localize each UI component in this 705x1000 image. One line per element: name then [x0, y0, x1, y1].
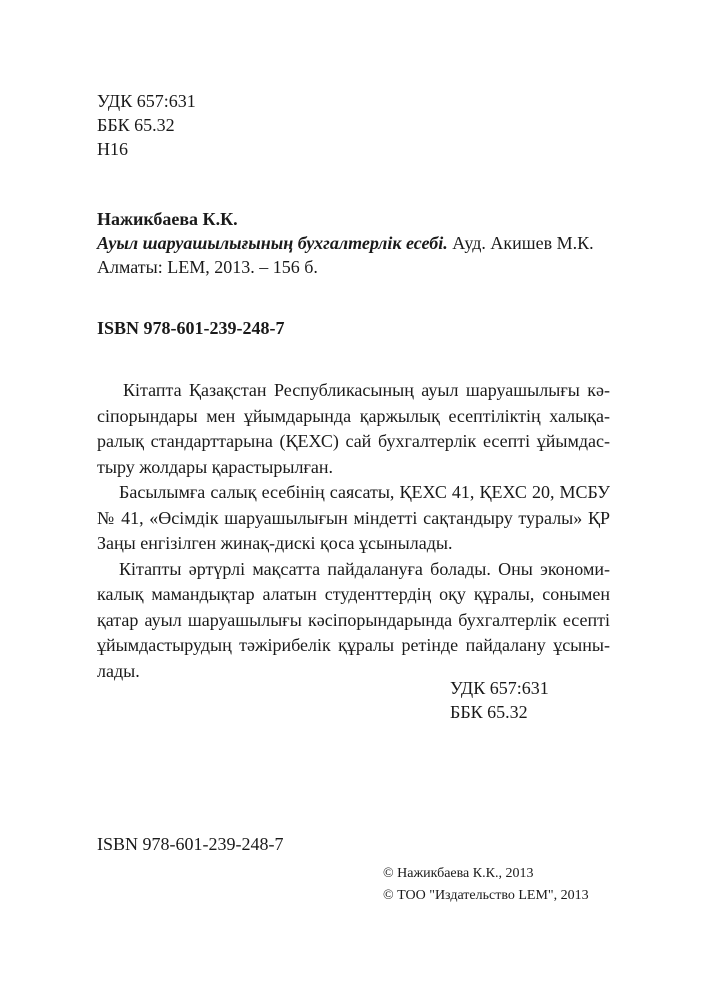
- book-title: Ауыл шаруашылығының бухгалтерлік есебі.: [97, 233, 448, 253]
- copyright-publisher: © ТОО "Издательство LEM", 2013: [383, 888, 589, 903]
- publication-info: Алматы: LEM, 2013. – 156 б.: [97, 257, 318, 277]
- isbn-regular: ISBN 978-601-239-248-7: [97, 834, 284, 854]
- annotation-paragraph-1: Кітапта Қазақстан Республикасының ауыл шаруашылығы кәсіпорындары мен ұйымдарында қаржылық есептіліктің халықаралық стандарттарына (ҚЕХС) сай бухгалтерлік есепті ұйымдастыру жолдары қарастырылған.: [97, 380, 610, 477]
- copyright-author: © Нажикбаева К.К., 2013: [383, 866, 534, 881]
- author-name: Нажикбаева К.К.: [97, 209, 238, 229]
- annotation: [97, 378, 610, 684]
- bbk-code-right: ББК 65.32: [450, 702, 528, 722]
- bibliographic-record: [97, 207, 594, 279]
- classification-codes: [97, 89, 196, 161]
- cutter-code: Н16: [97, 139, 128, 159]
- title-line: [97, 231, 594, 255]
- annotation-paragraph-2: Басылымға салық есебінің саясаты, ҚЕХС 41, ҚЕХС 20, МСБУ № 41, «Өсімдік шаруашылығын міндетті сақтандыру туралы» ҚР Заңы енгізілген жинақ-дискі қоса ұсынылады.: [97, 482, 610, 553]
- classification-codes-right: [450, 676, 549, 724]
- isbn-bold: ISBN 978-601-239-248-7: [97, 318, 285, 338]
- bbk-code: ББК 65.32: [97, 115, 175, 135]
- udk-code-right: УДК 657:631: [450, 678, 549, 698]
- reviewer: Ауд. Акишев М.К.: [452, 233, 594, 253]
- copyright-notices: [383, 863, 589, 907]
- annotation-paragraph-3: Кітапты әртүрлі мақсатта пайдалануға болады. Оны экономикалық мамандықтар алатын студенттердің оқу құралы, сонымен қатар ауыл шаруашылығы кәсіпорындарында бухгалтерлік есепті ұйымдастырудың тәжірибелік құралы ретінде пайдалану ұсынылады.: [97, 558, 610, 681]
- udk-code: УДК 657:631: [97, 91, 196, 111]
